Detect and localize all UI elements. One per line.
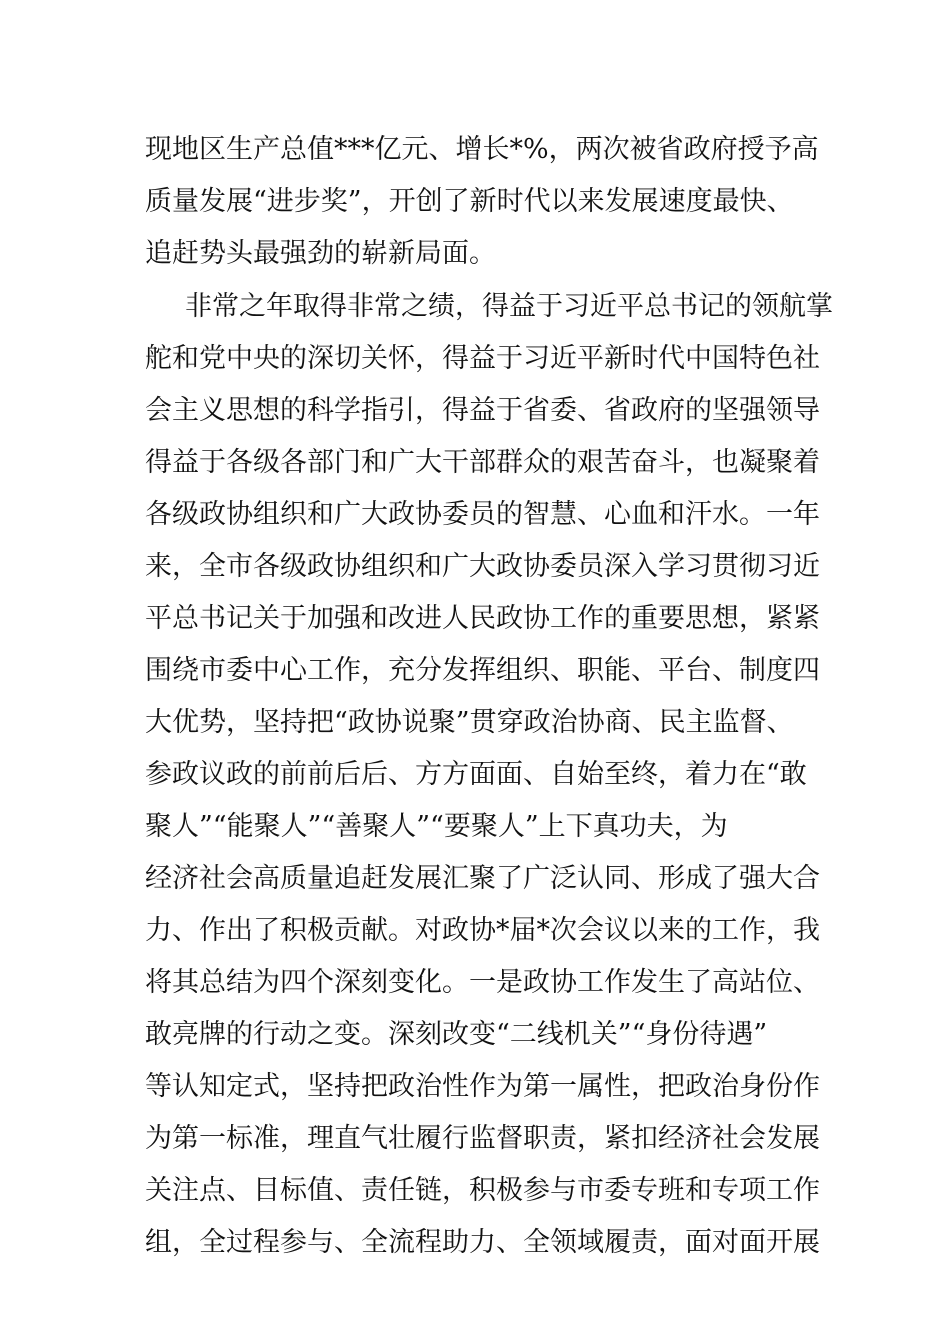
text-line: 力、作出了积极贡献。对政协*届*次会议以来的工作，我 [145, 915, 820, 946]
text-line: 大优势，坚持把“政协说聚”贯穿政治协商、民主监督、 [145, 707, 794, 738]
text-line: 聚人”“能聚人”“善聚人”“要聚人”上下真功夫，为 [145, 811, 728, 842]
text-line: 追赶势头最强劲的崭新局面。 [145, 238, 496, 269]
text-line: 参政议政的前前后后、方方面面、自始至终，着力在“敢 [145, 759, 807, 790]
text-line: 来，全市各级政协组织和广大政协委员深入学习贯彻习近 [145, 551, 820, 582]
text-line: 关注点、目标值、责任链，积极参与市委专班和专项工作 [145, 1175, 820, 1206]
text-line: 各级政协组织和广大政协委员的智慧、心血和汗水。一年 [145, 499, 820, 530]
text-line: 经济社会高质量追赶发展汇聚了广泛认同、形成了强大合 [145, 863, 820, 894]
text-line: 平总书记关于加强和改进人民政协工作的重要思想，紧紧 [145, 603, 820, 634]
text-line: 质量发展“进步奖”，开创了新时代以来发展速度最快、 [145, 186, 794, 217]
text-line: 得益于各级各部门和广大干部群众的艰苦奋斗，也凝聚着 [145, 447, 820, 478]
text-line: 组，全过程参与、全流程助力、全领域履责，面对面开展 [145, 1227, 820, 1258]
text-line: 非常之年取得非常之绩，得益于习近平总书记的领航掌 [185, 291, 833, 322]
text-line: 现地区生产总值***亿元、增长*%，两次被省政府授予高 [145, 134, 819, 165]
text-line: 等认知定式，坚持把政治性作为第一属性，把政治身份作 [145, 1071, 820, 1102]
text-line: 敢亮牌的行动之变。深刻改变“二线机关”“身份待遇” [145, 1019, 768, 1050]
text-line: 会主义思想的科学指引，得益于省委、省政府的坚强领导 [145, 395, 820, 426]
text-line: 舵和党中央的深切关怀，得益于习近平新时代中国特色社 [145, 343, 820, 374]
text-line: 围绕市委中心工作，充分发挥组织、职能、平台、制度四 [145, 655, 820, 686]
text-line: 为第一标准，理直气壮履行监督职责，紧扣经济社会发展 [145, 1123, 820, 1154]
text-line: 将其总结为四个深刻变化。一是政协工作发生了高站位、 [145, 967, 820, 998]
